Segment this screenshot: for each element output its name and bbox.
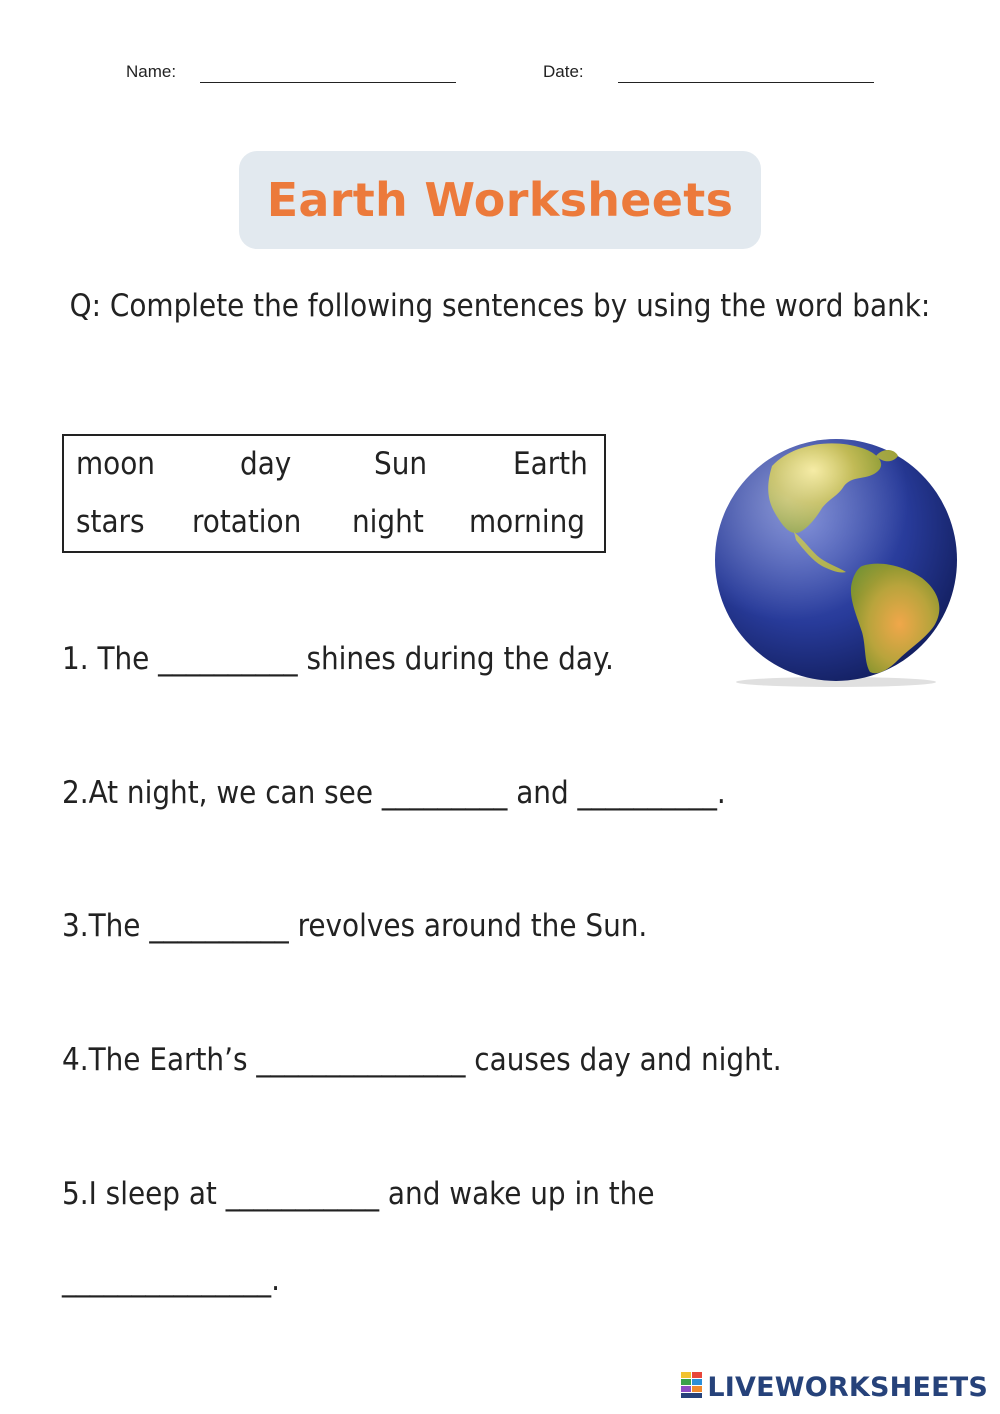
word-bank-word: morning <box>469 504 585 540</box>
sentence-4: 4.The Earth’s _______________ causes day and night. <box>62 1042 782 1078</box>
date-field[interactable] <box>618 82 874 83</box>
earth-globe-icon <box>712 436 960 688</box>
sentence-5-continuation: _______________. <box>62 1262 280 1298</box>
liveworksheets-logo-icon <box>681 1372 703 1403</box>
name-field[interactable] <box>200 82 456 83</box>
sentence-1: 1. The __________ shines during the day. <box>62 641 614 677</box>
question-instruction: Q: Complete the following sentences by using the word bank: <box>69 288 931 324</box>
word-bank-word: rotation <box>192 504 302 540</box>
word-bank <box>62 434 606 553</box>
word-bank-word: stars <box>76 504 145 540</box>
sentence-2: 2.At night, we can see _________ and __________. <box>62 775 726 811</box>
name-label: Name: <box>126 62 177 81</box>
word-bank-row <box>64 446 604 486</box>
title-banner <box>239 151 761 249</box>
word-bank-word: Sun <box>374 446 428 482</box>
sentence-3: 3.The __________ revolves around the Sun. <box>62 908 648 944</box>
liveworksheets-logo <box>681 1372 988 1403</box>
sentence-5: 5.I sleep at ___________ and wake up in the <box>62 1176 655 1212</box>
page-title: Earth Worksheets <box>266 173 734 227</box>
word-bank-word: Earth <box>513 446 588 482</box>
word-bank-word: night <box>352 504 424 540</box>
word-bank-row <box>64 504 604 544</box>
word-bank-word: moon <box>76 446 155 482</box>
word-bank-word: day <box>240 446 292 482</box>
logo-wordmark: LIVEWORKSHEETS <box>707 1372 988 1403</box>
date-label: Date: <box>543 62 584 81</box>
